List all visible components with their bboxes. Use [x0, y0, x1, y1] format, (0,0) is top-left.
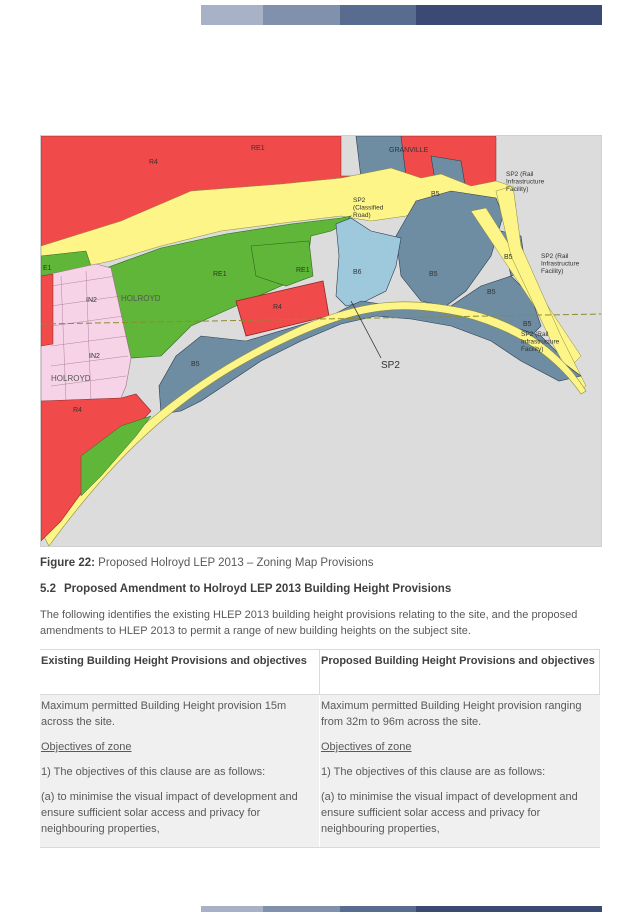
map-label-granville: GRANVILLE	[389, 147, 429, 154]
map-label-b6: B6	[353, 269, 362, 276]
footer-bar-segment	[201, 906, 263, 912]
proposed-item-a-text: (a) to minimise the visual impact of development and ensure sufficient solar access and privacy for neighbouring properties,	[321, 791, 578, 835]
existing-objectives-heading: Objectives of zone	[41, 741, 132, 753]
header-bar-segment	[201, 5, 263, 25]
proposed-clause-text: 1) The objectives of this clause are as follows:	[321, 766, 546, 778]
table-header-row	[40, 650, 600, 695]
existing-provision-text: Maximum permitted Building Height provision 15m across the site.	[41, 700, 287, 728]
map-label-r4-site: R4	[273, 304, 282, 311]
intro-paragraph: The following identifies the existing HLEP 2013 building height provisions relating to the site, and the proposed amendments to HLEP 2013 to permit a range of new building heights on the subject site.	[40, 609, 578, 637]
proposed-provision-text: Maximum permitted Building Height provision ranging from 32m to 96m across the site.	[321, 700, 582, 728]
footer-bar-segment	[340, 906, 416, 912]
map-label-e1: E1	[43, 265, 52, 272]
map-label-r4-bottom: R4	[73, 407, 82, 414]
figure-label: Figure 22:	[40, 557, 95, 569]
proposed-objectives-heading: Objectives of zone	[321, 741, 412, 753]
figure-caption-text: Proposed Holroyd LEP 2013 – Zoning Map Provisions	[98, 557, 374, 569]
header-bar-segment	[263, 5, 340, 25]
map-label-re1-mid: RE1	[296, 267, 310, 274]
map-label-b5-left: B5	[191, 361, 200, 368]
table-header-proposed: Proposed Building Height Provisions and objectives	[320, 650, 600, 695]
header-bar-segment	[340, 5, 416, 25]
map-label-sp2-rail-2: SP2 (Rail Infrastructure Facility)	[541, 253, 580, 275]
table-header-existing: Existing Building Height Provisions and objectives	[40, 650, 320, 695]
map-callout-sp2: SP2	[381, 360, 400, 371]
zoning-map	[40, 135, 602, 547]
section-number: 5.2	[40, 583, 56, 595]
map-label-in2-bottom: IN2	[89, 353, 100, 360]
section-heading	[40, 583, 459, 595]
header-bar-segment	[416, 5, 602, 25]
map-label-r4-top: R4	[149, 159, 158, 166]
existing-provisions-cell	[40, 695, 320, 848]
map-label-holroyd-1: HOLROYD	[121, 294, 161, 303]
proposed-provisions-cell	[320, 695, 600, 848]
footer-bar-segment	[263, 906, 340, 912]
map-label-b5-right-3: B5	[504, 254, 513, 261]
map-label-holroyd-2: HOLROYD	[51, 374, 91, 383]
figure-caption	[40, 557, 373, 569]
section-title: Proposed Amendment to Holroyd LEP 2013 Building Height Provisions	[64, 583, 452, 595]
map-label-b5-right-1: B5	[431, 191, 440, 198]
footer-bar-segment	[416, 906, 602, 912]
header-decorative-bar	[201, 5, 602, 25]
map-label-sp2-rail-3: SP2 (Rail Infrastructure Facility)	[521, 331, 560, 353]
map-label-sp2-rail-1: SP2 (Rail Infrastructure Facility)	[506, 171, 545, 193]
existing-item-a-text: (a) to minimise the visual impact of development and ensure sufficient solar access and privacy for neighbouring properties,	[41, 791, 298, 835]
map-label-re1-top: RE1	[251, 145, 265, 152]
map-label-sp2-road: SP2 (Classified Road)	[353, 197, 384, 219]
footer-decorative-bar	[201, 906, 602, 912]
map-label-b5-right-2: B5	[429, 271, 438, 278]
map-label-b5-right-5: B5	[523, 321, 532, 328]
building-height-table	[40, 649, 600, 848]
map-label-b5-right-4: B5	[487, 289, 496, 296]
existing-clause-text: 1) The objectives of this clause are as follows:	[41, 766, 266, 778]
map-label-re1-left: RE1	[213, 271, 227, 278]
map-label-in2-top: IN2	[86, 297, 97, 304]
table-row	[40, 695, 600, 848]
